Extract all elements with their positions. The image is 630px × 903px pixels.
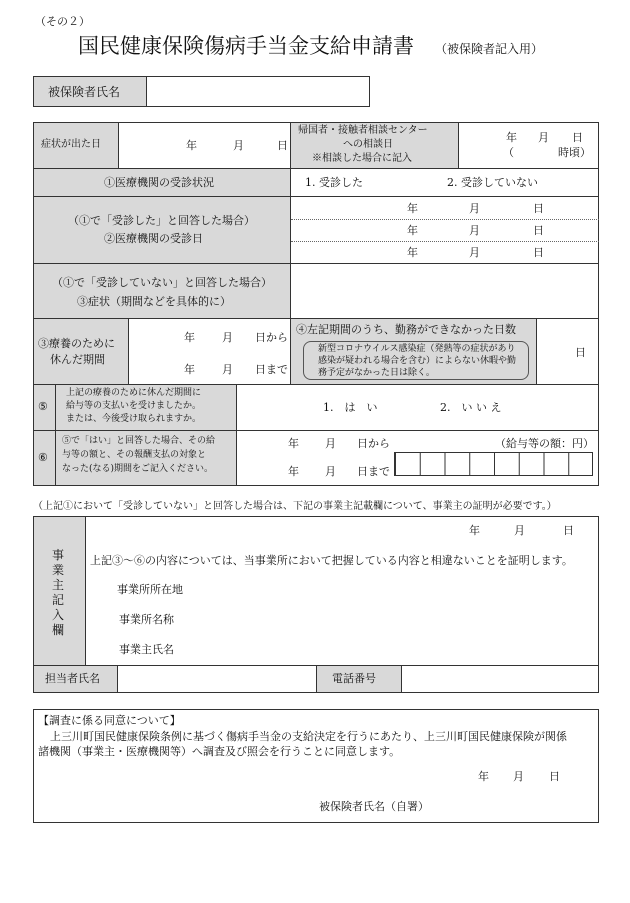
visit-date-field-3[interactable]: 年 月 日 — [407, 246, 544, 259]
form-subtitle: （被保険者記入用） — [435, 42, 544, 56]
pay-amount-digit-boxes[interactable] — [394, 452, 593, 476]
employer-side-label: 事業主記入欄 — [52, 548, 65, 637]
consult-date-field[interactable]: 年 月 日 （ 時頃） — [503, 131, 591, 159]
staff-name-input[interactable] — [118, 666, 316, 692]
onset-label: 症状が出た日 — [41, 139, 101, 150]
consult-label-2: への相談日 — [343, 139, 393, 150]
pay-period-field[interactable]: 年 月 日から 年 月 日まで — [288, 437, 390, 478]
phone-input[interactable] — [402, 666, 598, 692]
visited-condition-label: （①で「受診した」と回答した場合） — [68, 214, 255, 227]
symptoms-label: ③症状（期間などを具体的に） — [77, 295, 231, 308]
insured-name-input[interactable] — [146, 76, 370, 107]
leave-period-label-2: 休んだ期間 — [50, 353, 105, 366]
q5-number: ⑤ — [38, 400, 48, 413]
symptoms-input[interactable] — [291, 264, 599, 318]
pay-amount-label: （給与等の額：円） — [495, 437, 594, 450]
consent-text-1: 上三川町国民健康保険条例に基づく傷病手当金の支給決定を行うにあたり、上三川町国民健康保険が関係 — [50, 730, 567, 743]
visit-date-field-2[interactable]: 年 月 日 — [407, 224, 544, 237]
employer-cert-area[interactable]: 年 月 日 上記③～⑥の内容については、当事業所において把握している内容と相違ないことを証明します。 事業所所在地 事業所名称 事業主氏名 — [90, 524, 574, 656]
consent-box — [33, 709, 599, 823]
employer-intro: （上記①において「受診していない」と回答した場合は、下記の事業主記載欄について、事業主の証明が必要です。） — [33, 501, 557, 512]
form-number-label: （その２） — [35, 15, 90, 28]
consent-heading: 【調査に係る同意について】 — [38, 714, 181, 727]
visit-date-field-1[interactable]: 年 月 日 — [407, 202, 544, 215]
insured-name-label-cell — [33, 76, 147, 107]
visit-option-yes[interactable]: 1. 受診した — [305, 176, 363, 189]
not-visited-condition-label: （①で「受診していない」と回答した場合） — [52, 276, 272, 289]
signature-label: 被保険者氏名（自署） — [319, 800, 429, 813]
amount-question-3: なった(なる)期間をご記入ください。 — [62, 464, 214, 474]
leave-period-label-1: ③療養のために — [38, 337, 115, 350]
office-address-label: 事業所所在地 — [117, 583, 183, 596]
exclusion-note-box: 新型コロナウイルス感染症（発熱等の症状があり 感染が疑われる場合を含む）によらない休暇や勤 務予定がなかった日は除く。 — [303, 341, 529, 380]
visit-date-label: ②医療機関の受診日 — [104, 232, 203, 245]
phone-label: 電話番号 — [332, 672, 376, 685]
leave-period-field[interactable]: 年 月 日から 年 月 日まで — [184, 331, 288, 376]
consent-date-field[interactable]: 年 月 日 — [478, 770, 560, 783]
amount-question-2: 与等の額と、その報酬支払の対象と — [62, 450, 207, 460]
staff-name-label: 担当者氏名 — [45, 672, 100, 685]
q6-number: ⑥ — [38, 451, 48, 464]
employer-cert-text: 上記③～⑥の内容については、当事業所において把握している内容と相違ないことを証明します。 — [90, 554, 573, 567]
visit-option-no[interactable]: 2. 受診していない — [447, 176, 538, 189]
unable-days-field[interactable]: 日 — [575, 346, 586, 359]
consult-label-1: 帰国者・接触者相談センター — [298, 125, 428, 136]
visit-status-label: ①医療機関の受診状況 — [104, 176, 214, 189]
consent-text-2: 諸機関（事業主・医療機関等）へ調査及び照会を行うことに同意します。 — [38, 745, 401, 758]
pay-question-1: 上記の療養のために休んだ期間に — [66, 388, 202, 398]
form-title: 国民健康保険傷病手当金支給申請書 — [78, 34, 414, 58]
pay-question-2: 給与等の支払いを受けましたか。 — [66, 401, 202, 411]
insured-name-label: 被保険者氏名 — [48, 85, 121, 99]
pay-option-no[interactable]: 2. い い え — [440, 401, 502, 414]
consult-note: ※相談した場合に記入 — [312, 153, 412, 164]
onset-date-field[interactable]: 年 月 日 — [186, 139, 288, 152]
owner-name-label: 事業主氏名 — [119, 643, 174, 656]
pay-option-yes[interactable]: 1. は い — [323, 401, 378, 414]
pay-question-3: または、今後受け取られますか。 — [66, 414, 202, 424]
unable-to-work-label: ④左記期間のうち、勤務ができなかった日数 — [296, 323, 516, 336]
amount-question-1: ⑤で「はい」と回答した場合、その給 — [62, 436, 216, 446]
office-name-label: 事業所名称 — [119, 613, 174, 626]
